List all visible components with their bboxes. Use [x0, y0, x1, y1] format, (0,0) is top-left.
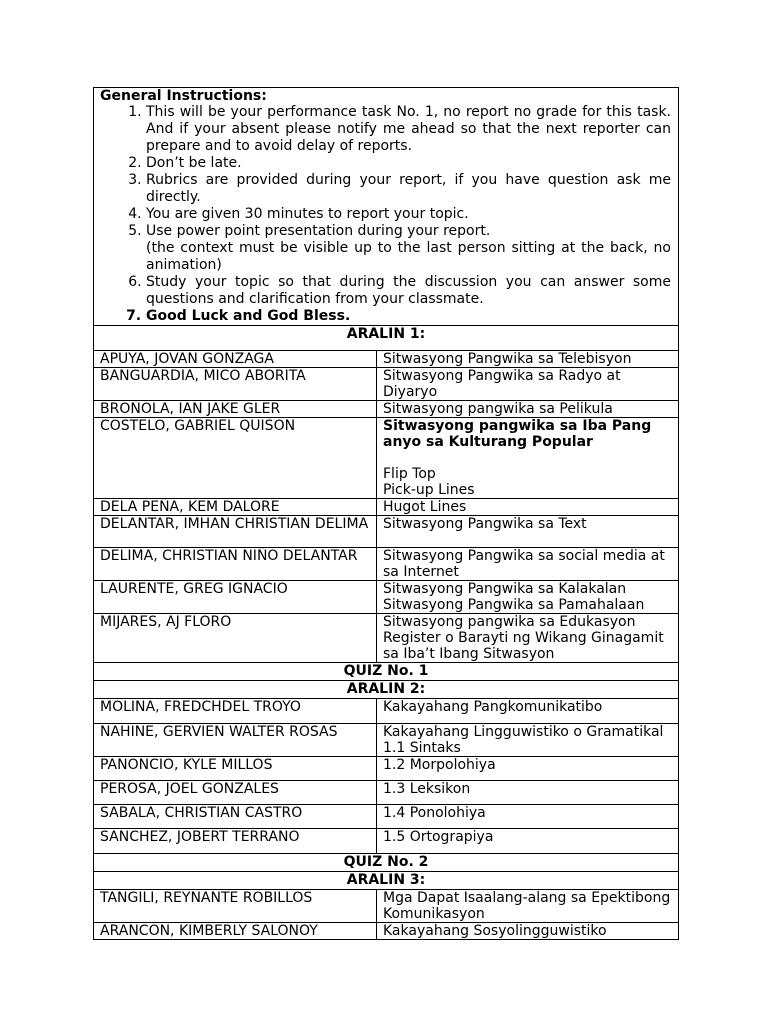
topic-cell [377, 548, 679, 581]
student-row [94, 829, 679, 854]
student-name: MIJARES, AJ FLORO [94, 614, 377, 663]
section-title: ARALIN 1: [94, 326, 679, 351]
topic-cell [377, 351, 679, 368]
topic-text: Sitwasyong Pangwika sa social media at sa Internet [383, 548, 665, 580]
topic-cell [377, 401, 679, 418]
student-name: PEROSA, JOEL GONZALES [94, 781, 377, 805]
topic-cell [377, 368, 679, 401]
section-header-row [94, 872, 679, 890]
student-row [94, 890, 679, 923]
topic-text: Kakayahang Lingguwistiko o Gramatikal 1.1 Sintaks [383, 724, 664, 756]
assignment-table [93, 87, 679, 940]
topic-text: 1.3 Leksikon [383, 781, 471, 797]
student-name: BANGUARDIA, MICO ABORITA [94, 368, 377, 401]
student-name: COSTELO, GABRIEL QUISON [94, 418, 377, 499]
topic-text: Kakayahang Pangkomunikatibo [383, 699, 603, 715]
student-name: LAURENTE, GREG IGNACIO [94, 581, 377, 614]
instructions-cell [94, 88, 679, 326]
instruction-item-3: 3. Rubrics are provided during your report, if you have question ask me directly. [146, 172, 671, 206]
student-row [94, 699, 679, 724]
section-header-row [94, 663, 679, 681]
topic-cell [377, 757, 679, 781]
student-name: MOLINA, FREDCHDEL TROYO [94, 699, 377, 724]
student-name: DELA PEÑA, KEM DALORE [94, 499, 377, 516]
student-name: ARANCON, KIMBERLY SALONOY [94, 923, 377, 940]
topic-cell [377, 418, 679, 499]
topic-text: 1.4 Ponolohiya [383, 805, 486, 821]
instructions-title: General Instructions: [100, 88, 267, 104]
instructions-list [100, 104, 671, 325]
section-title: ARALIN 3: [94, 872, 679, 890]
topic-cell [377, 699, 679, 724]
topic-cell [377, 781, 679, 805]
instruction-item-4: 4. You are given 30 minutes to report your topic. [146, 206, 671, 223]
topic-cell [377, 614, 679, 663]
topic-text: Sitwasyong Pangwika sa Kalakalan Sitwasyong Pangwika sa Pamahalaan [383, 581, 645, 613]
section-header-row [94, 854, 679, 872]
topic-text: Mga Dapat Isaalang-alang sa Epektibong Komunikasyon [383, 890, 671, 922]
instruction-item-2: 2. Don’t be late. [146, 155, 671, 172]
student-name: NAHINE, GERVIEN WALTER ROSAS [94, 724, 377, 757]
topic-text: 1.2 Morpolohiya [383, 757, 496, 773]
student-row [94, 805, 679, 829]
topic-cell [377, 499, 679, 516]
topic-cell [377, 724, 679, 757]
student-row [94, 781, 679, 805]
student-name: DELANTAR, IMHAN CHRISTIAN DELIMA [94, 516, 377, 548]
student-name: APUYA, JOVAN GONZAGA [94, 351, 377, 368]
student-row [94, 516, 679, 548]
section-title: QUIZ No. 1 [94, 663, 679, 681]
instruction-item-7: 7. Good Luck and God Bless. [146, 308, 671, 325]
student-row [94, 418, 679, 499]
topic-text: Sitwasyong pangwika sa Pelikula [383, 401, 613, 417]
student-row [94, 548, 679, 581]
instruction-item-1: 1. This will be your performance task No. 1, no report no grade for this task. And if your absent please notify me ahead so that the next reporter can prepare and to avoid delay of reports. [146, 104, 671, 155]
topic-cell [377, 516, 679, 548]
student-row [94, 351, 679, 368]
student-name: TANGILI, REYNANTE ROBILLOS [94, 890, 377, 923]
student-row [94, 614, 679, 663]
student-row [94, 724, 679, 757]
topic-text: Kakayahang Sosyolingguwistiko [383, 923, 607, 939]
section-title: ARALIN 2: [94, 681, 679, 699]
student-row [94, 368, 679, 401]
topic-text: Sitwasyong Pangwika sa Text [383, 516, 587, 532]
assignment-table-body [94, 88, 679, 940]
topic-text: 1.5 Ortograpiya [383, 829, 494, 845]
student-name: DELIMA, CHRISTIAN NIÑO DELANTAR [94, 548, 377, 581]
student-name: SABALA, CHRISTIAN CASTRO [94, 805, 377, 829]
student-name: BROÑOLA, IAN JAKE GLER [94, 401, 377, 418]
student-name: SANCHEZ, JOBERT TERRANO [94, 829, 377, 854]
topic-text: Sitwasyong Pangwika sa Telebisyon [383, 351, 632, 367]
student-name: PANONCIO, KYLE MILLOS [94, 757, 377, 781]
topic-text: Sitwasyong Pangwika sa Radyo at Diyaryo [383, 368, 621, 400]
topic-text: Sitwasyong pangwika sa Edukasyon Register o Barayti ng Wikang Ginagamit sa Iba’t Ibang Sitwasyon [383, 614, 664, 662]
instructions-row [94, 88, 679, 326]
topic-cell [377, 923, 679, 940]
instruction-item-6: 6. Study your topic so that during the discussion you can answer some questions and clarification from your classmate. [146, 274, 671, 308]
instruction-item-5: 5. Use power point presentation during your report. (the context must be visible up to the last person sitting at the back, no animation) [146, 223, 671, 274]
topic-cell [377, 581, 679, 614]
student-row [94, 757, 679, 781]
section-title: QUIZ No. 2 [94, 854, 679, 872]
student-row [94, 499, 679, 516]
topic-cell [377, 890, 679, 923]
section-header-row [94, 326, 679, 351]
topic-heading: Sitwasyong pangwika sa Iba Pang anyo sa Kulturang Popular [383, 418, 652, 450]
topic-cell [377, 805, 679, 829]
student-row [94, 401, 679, 418]
section-header-row [94, 681, 679, 699]
topic-text: Flip Top Pick-up Lines [383, 466, 475, 498]
student-row [94, 923, 679, 940]
topic-cell [377, 829, 679, 854]
student-row [94, 581, 679, 614]
topic-text: Hugot Lines [383, 499, 467, 515]
